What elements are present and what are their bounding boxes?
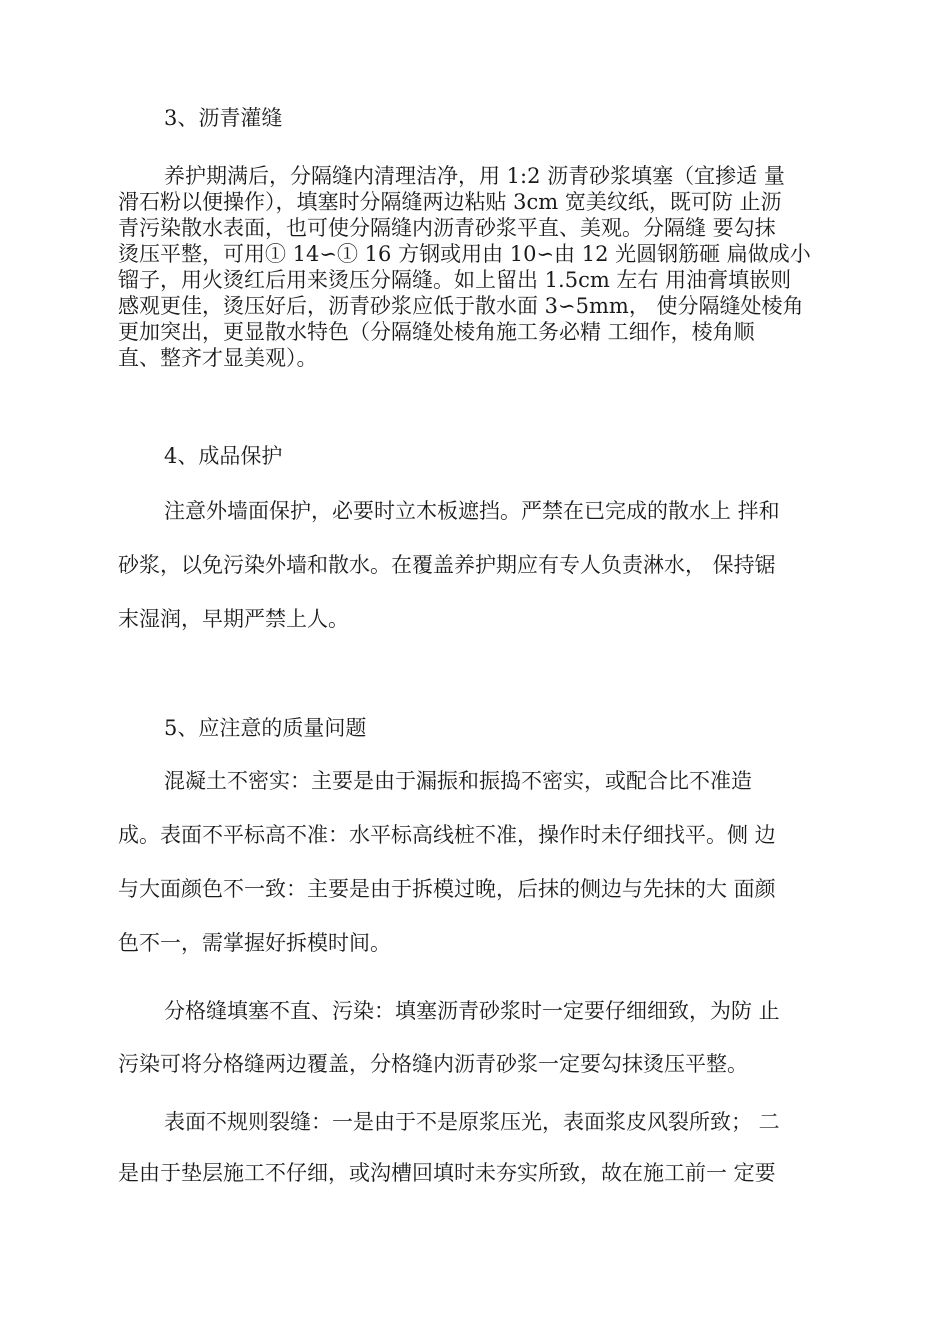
text-line: 成。表面不平标高不准：水平标高线桩不准，操作时未仔细找平。侧 边 [118,823,776,847]
text-line: 表面不规则裂缝：一是由于不是原浆压光，表面浆皮风裂所致； 二 [164,1110,780,1134]
section-heading-5: 5、应注意的质量问题 [164,716,367,740]
text-line: 直、整齐才显美观）。 [118,346,318,370]
text-line: 与大面颜色不一致：主要是由于拆模过晚，后抹的侧边与先抹的大 面颜 [118,877,776,901]
text-line: 末湿润，早期严禁上人。 [118,607,349,631]
text-line: 分格缝填塞不直、污染：填塞沥青砂浆时一定要仔细细致，为防 止 [164,999,780,1023]
text-line: 砂浆，以免污染外墙和散水。在覆盖养护期应有专人负责淋水， 保持锯 [118,553,776,577]
section-heading-4: 4、成品保护 [164,444,283,468]
text-line: 养护期满后，分隔缝内清理洁净，用 1:2 沥青砂浆填塞（宜掺适 量 [164,164,785,188]
text-line: 更加突出，更显散水特色（分隔缝处棱角施工务必精 工细作，棱角顺 [118,320,755,344]
text-line: 注意外墙面保护，必要时立木板遮挡。严禁在已完成的散水上 拌和 [164,499,780,523]
text-line: 镏子，用火烫红后用来烫压分隔缝。如上留出 1.5cm 左右 用油膏填嵌则 [118,268,792,292]
text-line: 混凝土不密实：主要是由于漏振和振捣不密实，或配合比不准造 [164,769,752,793]
text-line: 是由于垫层施工不仔细，或沟槽回填时未夯实所致，故在施工前一 定要 [118,1161,776,1185]
text-line: 污染可将分格缝两边覆盖，分格缝内沥青砂浆一定要勾抹烫压平整。 [118,1052,748,1076]
text-line: 感观更佳，烫压好后，沥青砂浆应低于散水面 3∽5mm， 使分隔缝处棱角 [118,294,804,318]
text-line: 滑石粉以便操作），填塞时分隔缝两边粘贴 3cm 宽美纹纸，既可防 止沥 [118,190,782,214]
text-line: 色不一，需掌握好拆模时间。 [118,931,391,955]
section-heading-3: 3、沥青灌缝 [164,106,283,130]
text-line: 烫压平整，可用① 14∽① 16 方钢或用由 10∽由 12 光圆钢筋砸 扁做成小 [118,242,811,266]
text-line: 青污染散水表面，也可使分隔缝内沥青砂浆平直、美观。分隔缝 要勾抹 [118,216,776,240]
